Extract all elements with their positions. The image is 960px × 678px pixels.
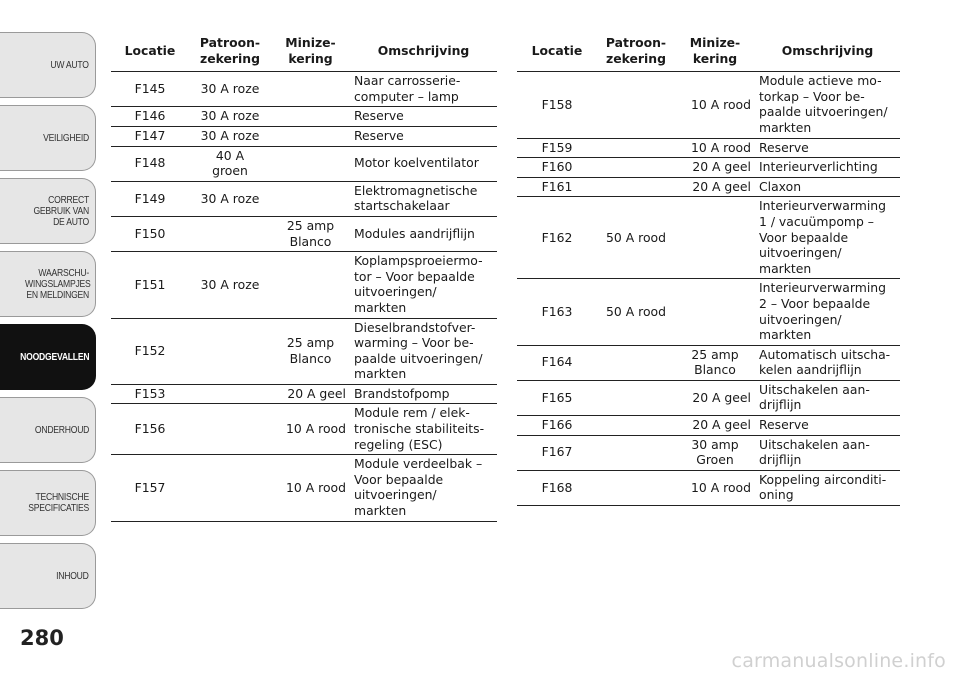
fuse-description: Modules aandrijflijn: [350, 216, 497, 251]
fuse-location: F145: [111, 72, 189, 107]
minifuse-rating: 20 A geel: [675, 416, 755, 436]
table-row: [517, 197, 900, 279]
table-row: [111, 126, 497, 146]
fuse-description: Koplampsproeiermo- tor – Voor bepaalde uitvoeringen/ markten: [350, 252, 497, 318]
fuse-rating: 40 A groen: [189, 146, 271, 181]
minifuse-rating: 10 A rood: [271, 404, 350, 455]
fuse-description: Reserve: [350, 107, 497, 127]
tab-veiligheid[interactable]: VEILIGHEID: [0, 105, 96, 171]
fuse-location: F163: [517, 279, 597, 345]
table-row: [111, 455, 497, 521]
table-row: [111, 318, 497, 384]
fuse-description: Interieurverwarming 2 – Voor bepaalde uitvoeringen/ markten: [755, 279, 900, 345]
fuse-description: Naar carrosserie- computer – lamp: [350, 72, 497, 107]
fuse-description: Interieurverwarming 1 / vacuümpomp – Voor bepaalde uitvoeringen/ markten: [755, 197, 900, 279]
minifuse-rating: [271, 72, 350, 107]
minifuse-rating: 25 amp Blanco: [271, 318, 350, 384]
table-header-row: [111, 32, 497, 72]
fuse-location: F161: [517, 177, 597, 197]
tab-waarschuwingslampjes[interactable]: WAARSCHU-WINGSLAMPJES EN MELDINGEN: [0, 251, 96, 317]
table-row: [111, 181, 497, 216]
minifuse-rating: [271, 126, 350, 146]
fuse-description: Brandstofpomp: [350, 384, 497, 404]
fuse-description: Reserve: [755, 138, 900, 158]
minifuse-rating: [271, 181, 350, 216]
fuse-location: F167: [517, 435, 597, 470]
table-row: [517, 435, 900, 470]
fuse-rating: 50 A rood: [597, 197, 675, 279]
fuse-rating: 30 A roze: [189, 126, 271, 146]
fuse-description: Module verdeelbak – Voor bepaalde uitvoeringen/ markten: [350, 455, 497, 521]
minifuse-rating: 25 amp Blanco: [271, 216, 350, 251]
fuse-rating: 30 A roze: [189, 181, 271, 216]
header-location: Locatie: [517, 32, 597, 72]
fuse-location: F147: [111, 126, 189, 146]
fuse-rating: 30 A roze: [189, 252, 271, 318]
fuse-rating: [189, 384, 271, 404]
minifuse-rating: 30 amp Groen: [675, 435, 755, 470]
minifuse-rating: [675, 197, 755, 279]
header-location: Locatie: [111, 32, 189, 72]
fuse-description: Elektromagnetische startschakelaar: [350, 181, 497, 216]
fuse-rating: [597, 470, 675, 505]
fuse-location: F165: [517, 380, 597, 415]
fuse-rating: [597, 138, 675, 158]
header-description: Omschrijving: [755, 32, 900, 72]
table-row: [111, 146, 497, 181]
fuse-rating: [189, 455, 271, 521]
table-row: [111, 216, 497, 251]
header-fuse: Patroon- zekering: [189, 32, 271, 72]
fuse-location: F158: [517, 72, 597, 138]
fuse-location: F151: [111, 252, 189, 318]
table-row: [517, 177, 900, 197]
table-row: [111, 384, 497, 404]
minifuse-rating: 20 A geel: [271, 384, 350, 404]
table-row: [517, 279, 900, 345]
fuse-table-left: [111, 32, 497, 522]
fuse-rating: [189, 404, 271, 455]
minifuse-rating: [271, 146, 350, 181]
fuse-location: F146: [111, 107, 189, 127]
header-minifuse: Minize- kering: [675, 32, 755, 72]
fuse-location: F159: [517, 138, 597, 158]
minifuse-rating: 10 A rood: [675, 138, 755, 158]
fuse-location: F150: [111, 216, 189, 251]
table-row: [517, 380, 900, 415]
header-minifuse: Minize- kering: [271, 32, 350, 72]
fuse-rating: [597, 177, 675, 197]
header-fuse: Patroon- zekering: [597, 32, 675, 72]
fuse-location: F148: [111, 146, 189, 181]
tab-technische-specificaties[interactable]: TECHNISCHE SPECIFICATIES: [0, 470, 96, 536]
fuse-location: F166: [517, 416, 597, 436]
fuse-location: F162: [517, 197, 597, 279]
fuse-location: F164: [517, 345, 597, 380]
tab-onderhoud[interactable]: ONDERHOUD: [0, 397, 96, 463]
table-row: [517, 416, 900, 436]
fuse-location: F168: [517, 470, 597, 505]
tab-noodgevallen[interactable]: NOODGEVALLEN: [0, 324, 96, 390]
table-row: [111, 107, 497, 127]
fuse-rating: [597, 435, 675, 470]
fuse-description: Module rem / elek- tronische stabiliteits- regeling (ESC): [350, 404, 497, 455]
table-header-row: [517, 32, 900, 72]
fuse-location: F153: [111, 384, 189, 404]
table-row: [517, 470, 900, 505]
minifuse-rating: 25 amp Blanco: [675, 345, 755, 380]
fuse-table-right: [517, 32, 900, 506]
fuse-description: Uitschakelen aan- drijflijn: [755, 435, 900, 470]
fuse-rating: [189, 216, 271, 251]
minifuse-rating: [675, 279, 755, 345]
fuse-location: F152: [111, 318, 189, 384]
minifuse-rating: 10 A rood: [675, 470, 755, 505]
fuse-rating: [597, 158, 675, 178]
fuse-rating: [597, 416, 675, 436]
fuse-description: Reserve: [755, 416, 900, 436]
fuse-description: Koppeling airconditi- oning: [755, 470, 900, 505]
table-row: [111, 404, 497, 455]
minifuse-rating: 20 A geel: [675, 177, 755, 197]
fuse-rating: [597, 72, 675, 138]
tab-inhoud[interactable]: INHOUD: [0, 543, 96, 609]
fuse-location: F156: [111, 404, 189, 455]
header-description: Omschrijving: [350, 32, 497, 72]
tab-uw-auto[interactable]: UW AUTO: [0, 32, 96, 98]
fuse-description: Module actieve mo- torkap – Voor be- paalde uitvoeringen/ markten: [755, 72, 900, 138]
minifuse-rating: [271, 107, 350, 127]
fuse-description: Interieurverlichting: [755, 158, 900, 178]
fuse-rating: [597, 380, 675, 415]
table-row: [111, 252, 497, 318]
table-row: [111, 72, 497, 107]
table-row: [517, 345, 900, 380]
minifuse-rating: 20 A geel: [675, 158, 755, 178]
fuse-rating: 30 A roze: [189, 72, 271, 107]
minifuse-rating: [271, 252, 350, 318]
page-number: 280: [20, 626, 64, 650]
fuse-description: Claxon: [755, 177, 900, 197]
fuse-rating: 30 A roze: [189, 107, 271, 127]
fuse-location: F149: [111, 181, 189, 216]
fuse-description: Uitschakelen aan- drijflijn: [755, 380, 900, 415]
fuse-description: Automatisch uitscha- kelen aandrijflijn: [755, 345, 900, 380]
fuse-description: Dieselbrandstofver- warming – Voor be- paalde uitvoeringen/ markten: [350, 318, 497, 384]
fuse-location: F160: [517, 158, 597, 178]
fuse-location: F157: [111, 455, 189, 521]
table-row: [517, 158, 900, 178]
minifuse-rating: 20 A geel: [675, 380, 755, 415]
table-row: [517, 72, 900, 138]
watermark: carmanualsonline.info: [731, 650, 946, 672]
fuse-rating: 50 A rood: [597, 279, 675, 345]
fuse-description: Motor koelventilator: [350, 146, 497, 181]
fuse-description: Reserve: [350, 126, 497, 146]
minifuse-rating: 10 A rood: [271, 455, 350, 521]
table-row: [517, 138, 900, 158]
fuse-rating: [597, 345, 675, 380]
tab-correct-gebruik[interactable]: CORRECT GEBRUIK VAN DE AUTO: [0, 178, 96, 244]
minifuse-rating: 10 A rood: [675, 72, 755, 138]
fuse-rating: [189, 318, 271, 384]
